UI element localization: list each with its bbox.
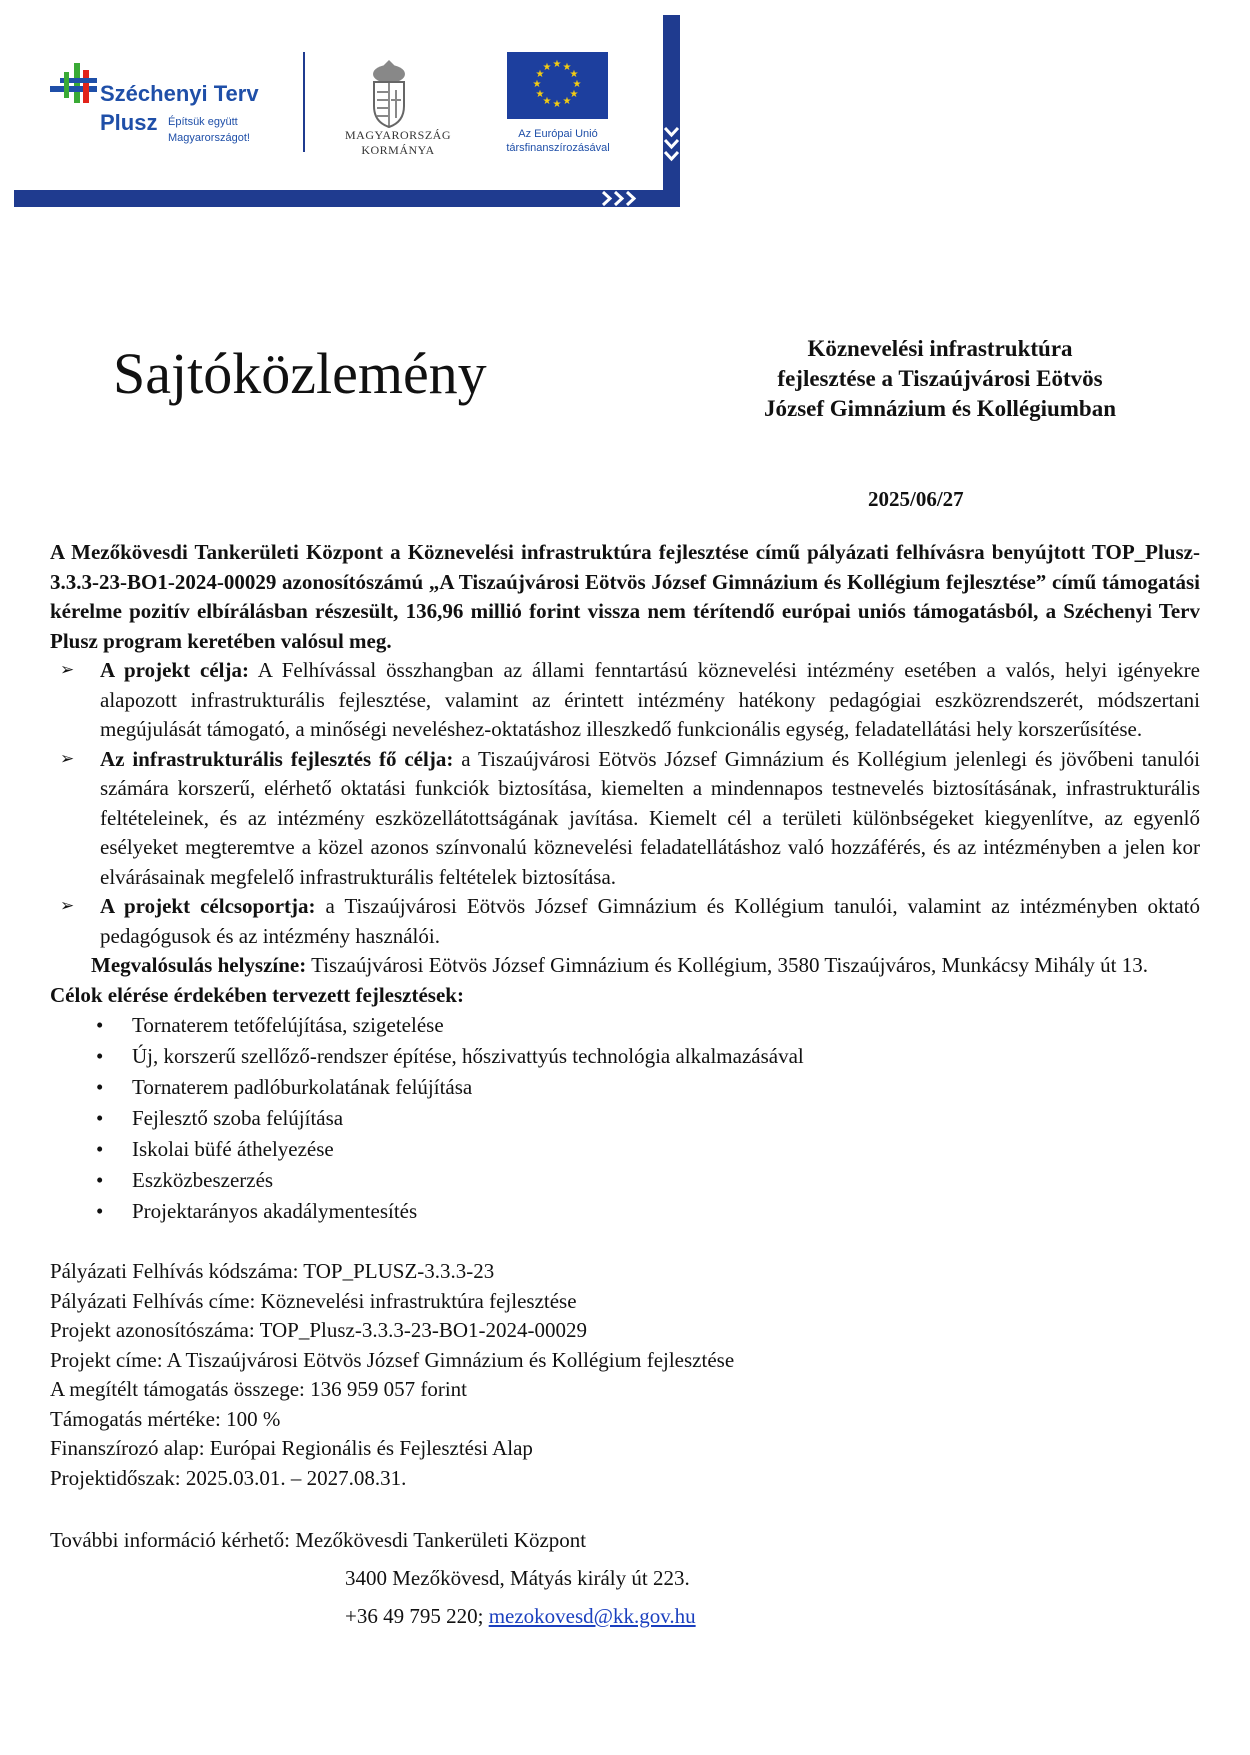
list-item [50,1165,1200,1196]
svg-text:★: ★ [535,69,545,80]
meta-project-title: Projekt címe: A Tiszaújvárosi Eötvös József Gimnázium és Kollégium fejlesztése [50,1347,735,1372]
section-text: a Tiszaújvárosi Eötvös József Gimnázium és Kollégium jelenlegi és jövőbeni tanulói számára korszerű, elérhető oktatási funkciók biztosítása, kiemelten a mindennapos testnevelés biztosításának, infrastrukturális feltételeinek, és az intézmény eszközellátottságának javítása. Kiemelt cél a területi különbségeket kiegyenlítve, az egyenlő esélyeket megteremtve a közel azonos színvonalú köznevelési feladatellátáshoz való hozzáférés, és az intézményben a jelen kor elvárásainak megfelelő infrastrukturális feltételek biztosítása. [100,746,1200,889]
arrow-bullet-icon: ➢ [60,748,75,769]
goal-text: Iskolai büfé áthelyezése [132,1137,334,1161]
meta-grant-amount: A megítélt támogatás összege: 136 959 057 forint [50,1377,468,1401]
meta-call-title: Pályázati Felhívás címe: Köznevelési infrastruktúra fejlesztése [50,1288,577,1313]
svg-text:★: ★ [532,79,542,90]
list-item [50,1072,1200,1103]
contact-info [50,1521,1200,1635]
government-logo-line-1: MAGYARORSZÁG [344,128,451,142]
section-label: A projekt célcsoportja: [100,894,316,918]
szechenyi-tagline-1: Építsük együtt [168,116,238,128]
eu-logo-line-1: Az Európai Unió [518,128,598,140]
bullet-dot-icon: • [96,1199,104,1223]
lead-paragraph: A Mezőkövesdi Tankerületi Központ a Köznevelési infrastruktúra fejlesztése című pályázati felhívásra benyújtott TOP_Plusz-3.3.3-23-BO1-2024-00029 azonosítószámú „A Tiszaújvárosi Eötvös József Gimnázium és Kollégium fejlesztése” című támogatási kérelme pozitív elbírálásban részesült, 136,96 millió forint vissza nem térítendő európai uniós támogatásból, a Széchenyi Terv Plusz program keretében valósul meg. [50,540,1200,653]
document-body [50,538,1200,1635]
goals-list [50,1010,1200,1227]
list-item [50,892,1200,951]
contact-email-link[interactable]: mezokovesd@kk.gov.hu [488,1604,696,1628]
bullet-dot-icon: • [96,1168,104,1192]
svg-text:★: ★ [552,99,562,110]
goal-text: Projektarányos akadálymentesítés [132,1199,418,1223]
project-metadata [50,1257,1200,1493]
svg-text:★: ★ [562,62,572,73]
section-text: a Tiszaújvárosi Eötvös József Gimnázium és Kollégium tanulói, valamint az intézményben oktató pedagógusok és az intézmény használói. [100,894,1200,948]
goal-text: Tornaterem padlóburkolatának felújítása [132,1075,473,1099]
goals-heading: Célok elérése érdekében tervezett fejlesztések: [50,982,464,1007]
goal-text: Tornaterem tetőfelújítása, szigetelése [132,1013,444,1037]
meta-fund: Finanszírozó alap: Európai Regionális és Fejlesztési Alap [50,1436,533,1460]
document-title: Sajtóközlemény [113,341,487,406]
svg-text:★: ★ [572,79,582,90]
contact-phone-email [50,1597,1200,1635]
goal-text: Új, korszerű szellőző-rendszer építése, hőszivattyús technológia alkalmazásával [132,1044,804,1068]
logo-band [0,0,700,215]
svg-text:★: ★ [562,96,572,107]
project-title-line-2: fejlesztése a Tiszaújvárosi Eötvös [777,366,1103,391]
svg-text:★: ★ [552,59,562,70]
eu-logo-line-2: társfinanszírozásával [506,142,610,154]
contact-address: 3400 Mezőkövesd, Mátyás király út 223. [345,1566,690,1590]
list-item [50,1010,1200,1041]
location-text: Tiszaújvárosi Eötvös József Gimnázium és Kollégium, 3580 Tiszaújváros, Munkácsy Mihály út 13. [306,953,1148,977]
header-graphics [0,0,700,215]
government-logo-line-2: KORMÁNYA [361,143,435,157]
meta-grant-rate: Támogatás mértéke: 100 % [50,1406,281,1431]
contact-intro: További információ kérhető: Mezőkövesdi Tankerületi Központ [50,1528,587,1552]
szechenyi-tagline-2: Magyarországot! [168,132,250,144]
meta-project-id: Projekt azonosítószáma: TOP_Plusz-3.3.3-23-BO1-2024-00029 [50,1318,588,1342]
coat-of-arms-icon [373,60,405,127]
section-label: A projekt célja: [100,658,249,682]
eu-flag-icon [507,52,608,119]
list-item [50,1134,1200,1165]
bullet-dot-icon: • [96,1137,104,1161]
meta-call-code: Pályázati Felhívás kódszáma: TOP_PLUSZ-3.3.3-23 [50,1259,495,1283]
section-label: Az infrastrukturális fejlesztés fő célja: [100,746,454,771]
svg-text:★: ★ [569,89,579,100]
bullet-dot-icon: • [96,1106,104,1130]
arrow-bullet-icon: ➢ [60,896,75,916]
location-label: Megvalósulás helyszíne: [91,953,307,977]
bullet-dot-icon: • [96,1013,104,1037]
szechenyi-cross-icon [50,63,97,103]
list-item [50,656,1200,745]
goal-text: Fejlesztő szoba felújítása [132,1106,344,1130]
szechenyi-logo-plus: Plusz [100,110,158,135]
project-details-list [50,656,1200,951]
bullet-dot-icon: • [96,1075,104,1099]
svg-text:★: ★ [542,62,552,73]
logo-divider [303,52,305,152]
szechenyi-logo-title: Széchenyi Terv [100,81,259,106]
svg-text:★: ★ [535,89,545,100]
location-paragraph [50,951,1200,981]
arrow-bullet-icon: ➢ [60,660,75,680]
svg-text:★: ★ [569,69,579,80]
right-frame-bar [663,15,680,207]
bottom-frame-bar [14,190,680,207]
section-text: A Felhívással összhangban az állami fenntartású köznevelési intézmény esetében a valós, helyi igényekre alapozott infrastrukturális fejlesztése, valamint az érintett intézmény hatékony pedagógiai eszközrendszerét, módszertani megújulását támogató, a minőségi neveléshez-oktatáshoz illeszkedő funkcionális egység, feladatellátási hely korszerűsítése. [100,658,1200,741]
document-date: 2025/06/27 [868,487,964,511]
svg-text:★: ★ [542,96,552,107]
list-item [50,1196,1200,1227]
bullet-dot-icon: • [96,1044,104,1068]
list-item [50,1041,1200,1072]
contact-phone: +36 49 795 220; [345,1604,489,1628]
goal-text: Eszközbeszerzés [132,1168,274,1192]
list-item [50,1103,1200,1134]
project-title-line-3: József Gimnázium és Kollégiumban [763,396,1117,421]
project-title-line-1: Köznevelési infrastruktúra [807,336,1073,361]
project-title [700,334,1180,424]
list-item [50,745,1200,893]
meta-period: Projektidőszak: 2025.03.01. – 2027.08.31. [50,1465,407,1490]
